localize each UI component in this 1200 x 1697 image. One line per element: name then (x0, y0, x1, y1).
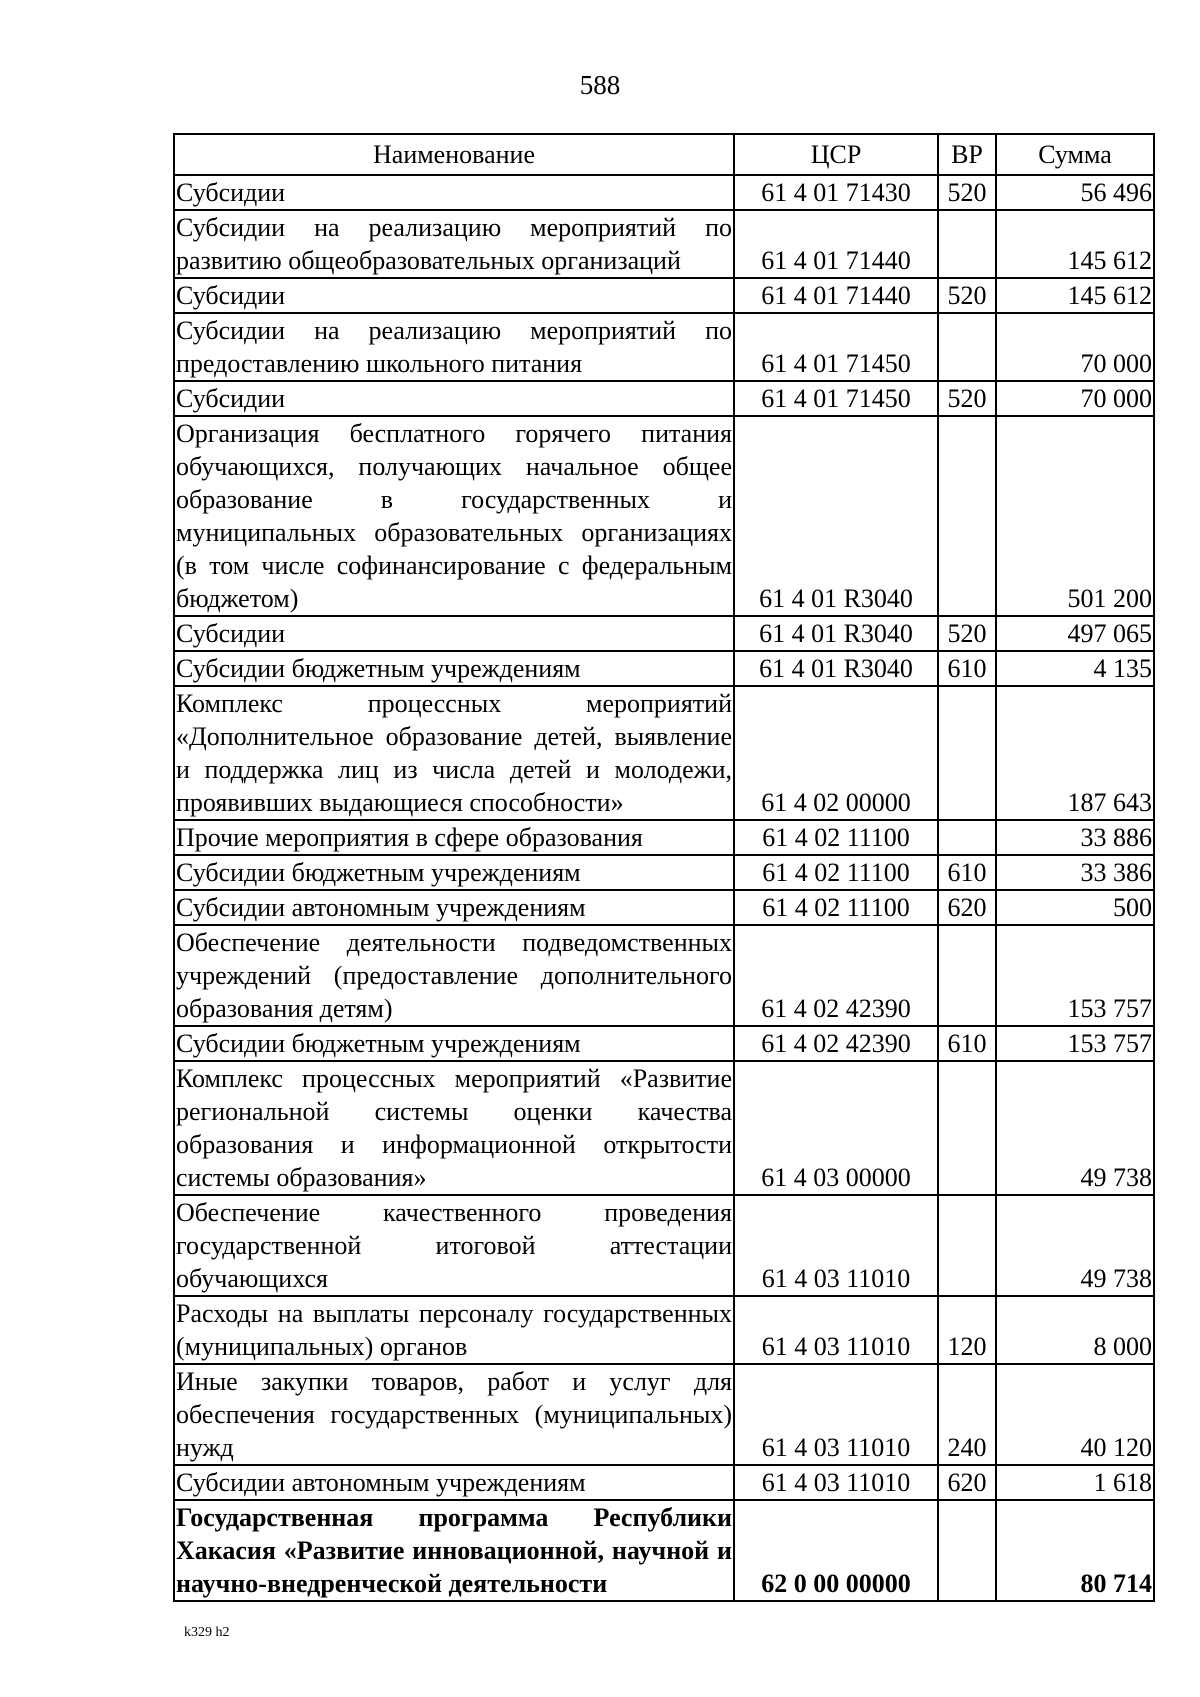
table-row (174, 820, 1154, 855)
cell-name: Обеспечение качественного проведения государственной итоговой аттестации обучающихся (174, 1195, 734, 1296)
table-row (174, 686, 1154, 820)
cell-name: Субсидии (174, 175, 734, 210)
cell-name: Субсидии на реализацию мероприятий по развитию общеобразовательных организаций (174, 210, 734, 278)
cell-vr: 240 (938, 1364, 996, 1465)
cell-sum: 70 000 (996, 313, 1154, 381)
cell-vr: 620 (938, 890, 996, 925)
cell-sum: 145 612 (996, 278, 1154, 313)
footer-code: k329 h2 (184, 1625, 230, 1640)
cell-csr: 61 4 01 71440 (734, 210, 938, 278)
table-row (174, 1364, 1154, 1465)
cell-csr: 62 0 00 00000 (734, 1500, 938, 1601)
table-row (174, 1061, 1154, 1195)
cell-sum: 153 757 (996, 925, 1154, 1026)
cell-sum: 500 (996, 890, 1154, 925)
table-row (174, 616, 1154, 651)
cell-sum: 153 757 (996, 1026, 1154, 1061)
cell-vr: 610 (938, 651, 996, 686)
cell-sum: 145 612 (996, 210, 1154, 278)
cell-vr: 520 (938, 616, 996, 651)
cell-sum: 56 496 (996, 175, 1154, 210)
cell-name: Комплекс процессных мероприятий «Дополнительное образование детей, выявление и поддержка лиц из числа детей и молодежи, проявивших выдающиеся способности» (174, 686, 734, 820)
cell-csr: 61 4 02 11100 (734, 890, 938, 925)
cell-name: Государственная программа Республики Хакасия «Развитие инновационной, научной и научно-внедренческой деятельности (174, 1500, 734, 1601)
table-row (174, 1296, 1154, 1364)
table-row (174, 1465, 1154, 1500)
budget-table (173, 133, 1155, 1602)
table-row (174, 855, 1154, 890)
cell-vr (938, 313, 996, 381)
cell-name: Субсидии на реализацию мероприятий по предоставлению школьного питания (174, 313, 734, 381)
cell-sum: 4 135 (996, 651, 1154, 686)
cell-vr: 120 (938, 1296, 996, 1364)
cell-vr (938, 416, 996, 616)
cell-sum: 70 000 (996, 381, 1154, 416)
cell-sum: 501 200 (996, 416, 1154, 616)
table-row (174, 925, 1154, 1026)
header-vr: ВР (938, 134, 996, 175)
table-row (174, 1500, 1154, 1601)
cell-csr: 61 4 01 R3040 (734, 651, 938, 686)
cell-sum: 1 618 (996, 1465, 1154, 1500)
cell-csr: 61 4 01 71430 (734, 175, 938, 210)
cell-csr: 61 4 03 11010 (734, 1195, 938, 1296)
cell-sum: 80 714 (996, 1500, 1154, 1601)
cell-vr: 520 (938, 175, 996, 210)
cell-name: Субсидии бюджетным учреждениям (174, 651, 734, 686)
table-row (174, 175, 1154, 210)
cell-name: Организация бесплатного горячего питания обучающихся, получающих начальное общее образование в государственных и муниципальных образовательных организациях (в том числе софинансирование с федеральным бюджетом) (174, 416, 734, 616)
cell-name: Прочие мероприятия в сфере образования (174, 820, 734, 855)
table-row (174, 210, 1154, 278)
cell-sum: 40 120 (996, 1364, 1154, 1465)
cell-csr: 61 4 01 71450 (734, 381, 938, 416)
table-row (174, 278, 1154, 313)
header-sum: Сумма (996, 134, 1154, 175)
cell-vr (938, 1195, 996, 1296)
cell-vr: 520 (938, 278, 996, 313)
cell-name: Субсидии (174, 616, 734, 651)
page-number: 588 (579, 70, 621, 100)
table-row (174, 1195, 1154, 1296)
cell-name: Субсидии бюджетным учреждениям (174, 855, 734, 890)
cell-sum: 187 643 (996, 686, 1154, 820)
cell-name: Субсидии (174, 381, 734, 416)
table-row (174, 313, 1154, 381)
cell-sum: 49 738 (996, 1061, 1154, 1195)
cell-name: Комплекс процессных мероприятий «Развитие региональной системы оценки качества образования и информационной открытости системы образования» (174, 1061, 734, 1195)
table-header-row (174, 134, 1154, 175)
cell-csr: 61 4 03 11010 (734, 1465, 938, 1500)
cell-csr: 61 4 03 00000 (734, 1061, 938, 1195)
cell-csr: 61 4 01 R3040 (734, 616, 938, 651)
cell-vr: 520 (938, 381, 996, 416)
cell-csr: 61 4 01 71450 (734, 313, 938, 381)
cell-name: Субсидии бюджетным учреждениям (174, 1026, 734, 1061)
table-row (174, 1026, 1154, 1061)
cell-vr: 620 (938, 1465, 996, 1500)
table-row (174, 890, 1154, 925)
cell-name: Обеспечение деятельности подведомственных учреждений (предоставление дополнительного образования детям) (174, 925, 734, 1026)
table-row (174, 416, 1154, 616)
cell-csr: 61 4 02 11100 (734, 820, 938, 855)
table-row (174, 651, 1154, 686)
cell-name: Субсидии (174, 278, 734, 313)
cell-sum: 49 738 (996, 1195, 1154, 1296)
cell-vr (938, 210, 996, 278)
cell-vr (938, 925, 996, 1026)
cell-vr (938, 686, 996, 820)
cell-vr: 610 (938, 855, 996, 890)
table-row (174, 381, 1154, 416)
cell-csr: 61 4 02 11100 (734, 855, 938, 890)
cell-csr: 61 4 01 71440 (734, 278, 938, 313)
cell-sum: 8 000 (996, 1296, 1154, 1364)
cell-csr: 61 4 03 11010 (734, 1296, 938, 1364)
cell-vr (938, 1061, 996, 1195)
cell-sum: 33 386 (996, 855, 1154, 890)
cell-name: Иные закупки товаров, работ и услуг для обеспечения государственных (муниципальных) нужд (174, 1364, 734, 1465)
header-csr: ЦСР (734, 134, 938, 175)
cell-csr: 61 4 03 11010 (734, 1364, 938, 1465)
header-name: Наименование (174, 134, 734, 175)
table-body (174, 175, 1154, 1601)
cell-vr: 610 (938, 1026, 996, 1061)
cell-csr: 61 4 02 42390 (734, 1026, 938, 1061)
cell-vr (938, 820, 996, 855)
cell-name: Расходы на выплаты персоналу государственных (муниципальных) органов (174, 1296, 734, 1364)
cell-sum: 497 065 (996, 616, 1154, 651)
cell-csr: 61 4 02 42390 (734, 925, 938, 1026)
cell-name: Субсидии автономным учреждениям (174, 890, 734, 925)
cell-name: Субсидии автономным учреждениям (174, 1465, 734, 1500)
cell-csr: 61 4 01 R3040 (734, 416, 938, 616)
cell-vr (938, 1500, 996, 1601)
cell-csr: 61 4 02 00000 (734, 686, 938, 820)
cell-sum: 33 886 (996, 820, 1154, 855)
